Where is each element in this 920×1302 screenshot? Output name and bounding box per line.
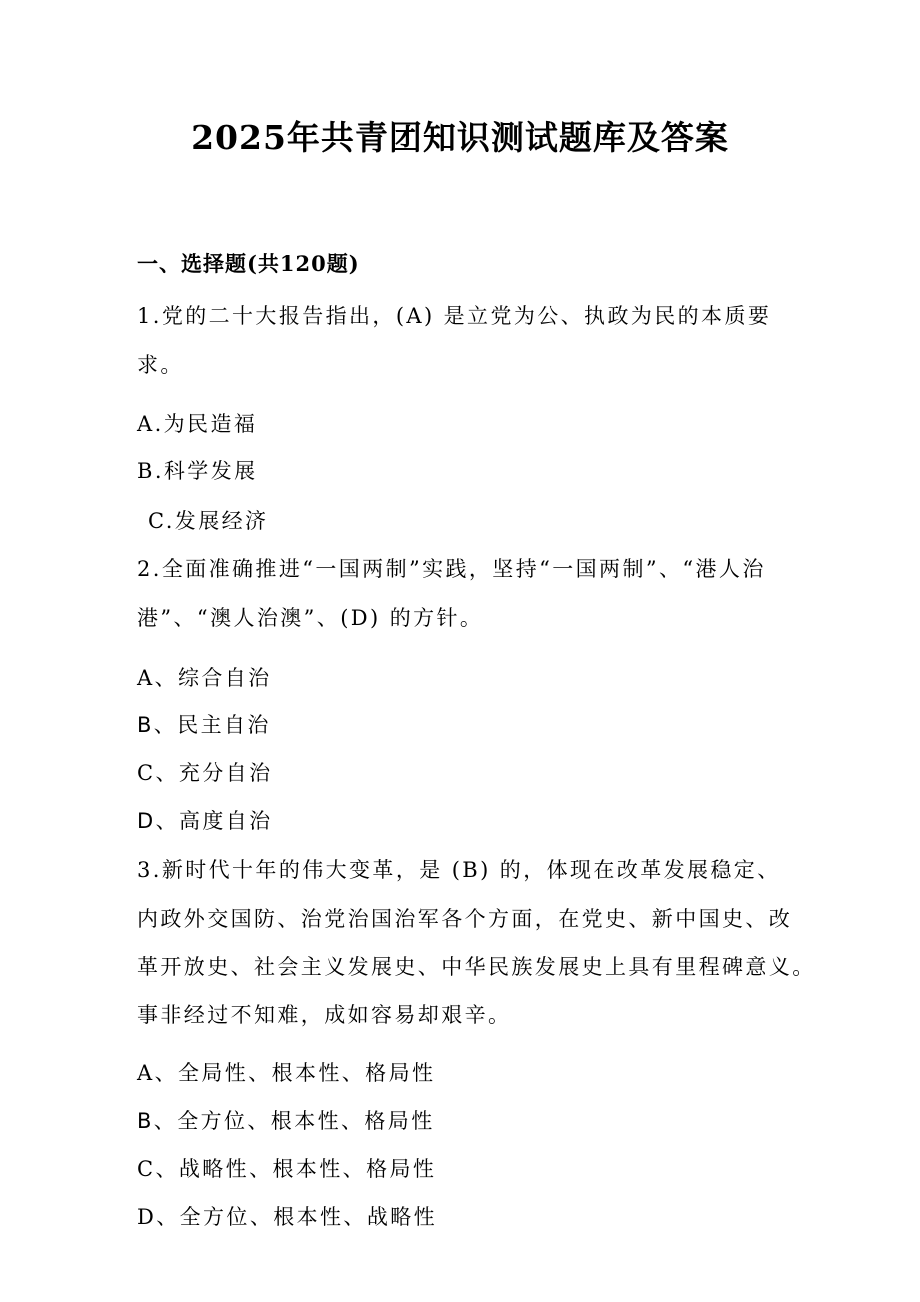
question-3-line-1: 3.新时代十年的伟大变革，是 (B) 的，体现在改革发展稳定、 [137, 858, 781, 882]
question-2-line-1: 2.全面准确推进“一国两制”实践，坚持“一国两制”、“港人治 [137, 557, 766, 581]
question-3-line-3: 革开放史、社会主义发展史、中华民族发展史上具有里程碑意义。 [137, 955, 816, 979]
question-1-line-1: 1.党的二十大报告指出，(A) 是立党为公、执政为民的本质要 [137, 304, 772, 328]
question-3-option-d: D、全方位、根本性、战略性 [137, 1205, 438, 1229]
section-heading: 一、选择题(共120题) [137, 251, 360, 276]
question-2-option-b: B、民主自治 [137, 713, 271, 737]
question-2-line-2: 港”、“澳人治澳”、(D) 的方针。 [137, 606, 484, 630]
question-1-line-2: 求。 [137, 353, 184, 377]
question-2-option-c: C、充分自治 [137, 761, 273, 785]
question-3-option-c: C、战略性、根本性、格局性 [137, 1157, 437, 1181]
document-title: 2025年共青团知识测试题库及答案 [191, 118, 729, 157]
question-2-option-a: A、综合自治 [137, 666, 272, 690]
question-2-option-d: D、高度自治 [137, 809, 273, 833]
question-1-option-c: C.发展经济 [148, 509, 269, 533]
question-1-option-a: A.为民造福 [137, 412, 258, 436]
question-3-line-2: 内政外交国防、治党治国治军各个方面，在党史、新中国史、改 [137, 907, 793, 931]
question-3-option-b: B、全方位、根本性、格局性 [137, 1109, 435, 1133]
question-3-option-a: A、全局性、根本性、格局性 [137, 1061, 436, 1085]
question-3-line-4: 事非经过不知难，成如容易却艰辛。 [137, 1003, 512, 1027]
question-1-option-b: B.科学发展 [137, 459, 258, 483]
